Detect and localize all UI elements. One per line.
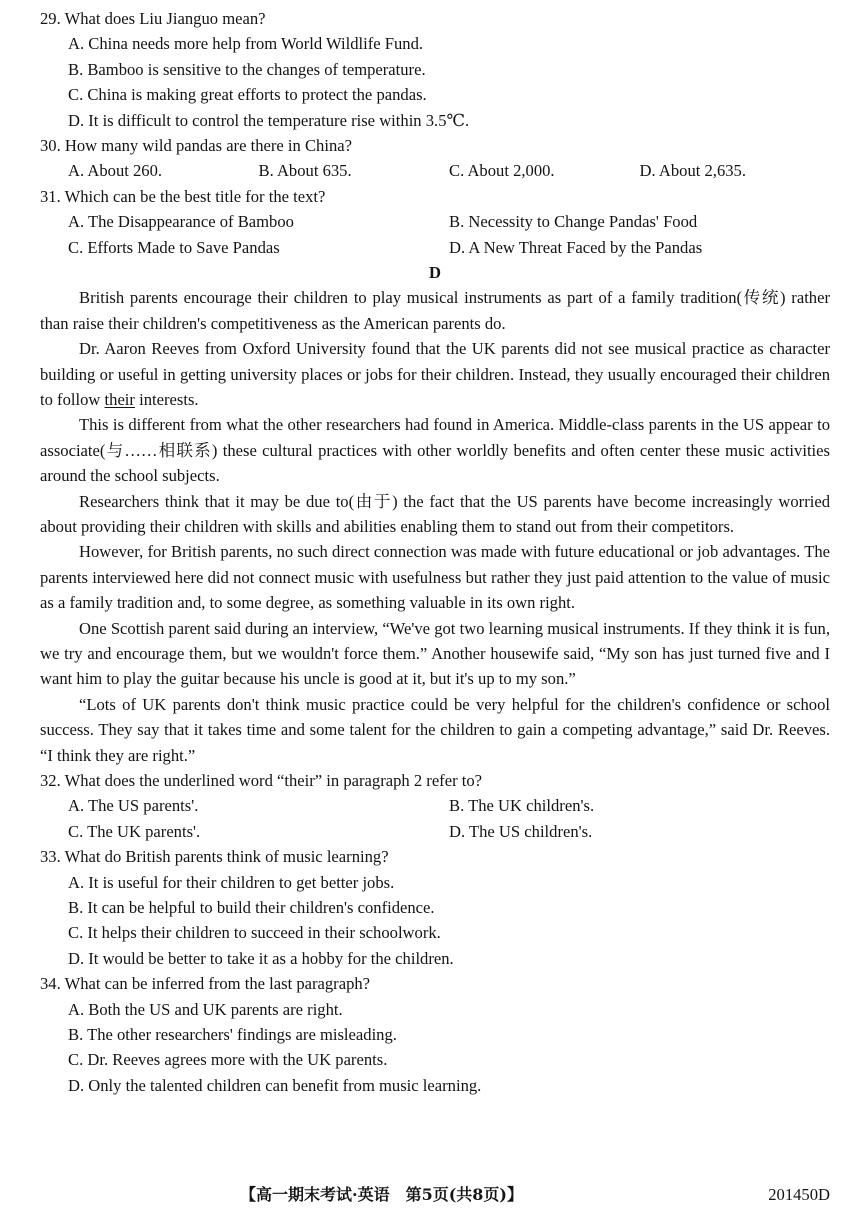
passage-paragraph-2-text-before: Dr. Aaron Reeves from Oxford University found that the UK parents did not see musical practice as character building or useful in getting university places or jobs for their children. Instead, they usually encouraged their children to follow: [40, 339, 830, 409]
question-30-option-b: B. About 635.: [258, 161, 352, 181]
question-31-option-a: A. The Disappearance of Bamboo: [68, 212, 294, 232]
section-title: D: [429, 262, 441, 282]
question-30-options: [40, 158, 830, 183]
passage-paragraph-6: One Scottish parent said during an interview, “We've got two learning musical instruments. If they think it is fun, we try and encourage them, but we wouldn't force them.” Another housewife said, “My son has just turned five and I want him to play the guitar because his uncle is good at it, but it's up to my son.”: [40, 618, 830, 689]
question-33-stem: 33. What do British parents think of music learning?: [40, 847, 389, 867]
passage-paragraph-4: Researchers think that it may be due to(由于) the fact that the US parents have become increasingly worried about providing their children with skills and abilities enabling them to stand out from their competitors.: [40, 491, 830, 536]
question-29-option-c: C. China is making great efforts to protect the pandas.: [68, 85, 427, 105]
question-29-stem: 29. What does Liu Jianguo mean?: [40, 9, 266, 28]
question-33-option-a: A. It is useful for their children to get better jobs.: [68, 872, 395, 892]
footer-paper-code: 201450D: [768, 1185, 830, 1204]
question-30-stem: 30. How many wild pandas are there in China?: [40, 135, 352, 155]
question-33-option-b: B. It can be helpful to build their children's confidence.: [68, 897, 435, 917]
exam-page: [40, 6, 830, 1098]
question-33-option-c: C. It helps their children to succeed in their schoolwork.: [68, 923, 441, 943]
question-34-option-a: A. Both the US and UK parents are right.: [68, 999, 343, 1019]
question-30-option-c: C. About 2,000.: [449, 161, 555, 181]
passage-paragraph-2: [40, 336, 830, 412]
question-34-option-c: C. Dr. Reeves agrees more with the UK parents.: [68, 1050, 388, 1070]
question-31-option-b: B. Necessity to Change Pandas' Food: [449, 212, 698, 232]
question-34-stem: 34. What can be inferred from the last paragraph?: [40, 974, 371, 994]
passage-paragraph-7: “Lots of UK parents don't think music practice could be very helpful for the children's confidence or school success. They say that it takes time and some talent for the children to gain a competing advantage,” said Dr. Reeves. “I think they are right.”: [40, 694, 830, 765]
underlined-word-their: their: [104, 389, 135, 409]
passage-paragraph-1: British parents encourage their children to play musical instruments as part of a family tradition(传统) rather than raise their children's competitiveness as the American parents do.: [40, 288, 830, 333]
question-32-options-row-2: [40, 819, 830, 844]
page-footer: [0, 1182, 860, 1208]
question-32-option-a: A. The US parents'.: [68, 796, 199, 816]
question-30-option-d: D. About 2,635.: [639, 161, 746, 181]
question-31-option-d: D. A New Threat Faced by the Pandas: [449, 237, 703, 257]
passage-paragraph-3: This is different from what the other researchers had found in America. Middle-class parents in the US appear to associate(与……相联系) these cultural practices with other worldly benefits and often center these music activities around the school subjects.: [40, 415, 830, 486]
question-32-option-c: C. The UK parents'.: [68, 821, 201, 841]
question-30-option-a: A. About 260.: [68, 161, 163, 181]
question-31-options-row-1: [40, 209, 830, 234]
question-33-option-d: D. It would be better to take it as a hobby for the children.: [68, 948, 454, 968]
question-32-option-b: B. The UK children's.: [449, 796, 595, 816]
question-31-options-row-2: [40, 235, 830, 260]
question-32-options-row-1: [40, 793, 830, 818]
question-32-stem: 32. What does the underlined word “their” in paragraph 2 refer to?: [40, 771, 483, 791]
question-31-option-c: C. Efforts Made to Save Pandas: [68, 237, 280, 257]
passage-paragraph-2-text-after: interests.: [134, 389, 199, 409]
footer-exam-label: 【高一期末考试·英语 第5页(共8页)】: [240, 1185, 523, 1204]
question-29-option-b: B. Bamboo is sensitive to the changes of temperature.: [68, 59, 426, 79]
question-34-option-d: D. Only the talented children can benefit from music learning.: [68, 1075, 482, 1095]
question-34-option-b: B. The other researchers' findings are misleading.: [68, 1024, 397, 1044]
question-32-option-d: D. The US children's.: [449, 821, 593, 841]
question-29-option-d: D. It is difficult to control the temperature rise within 3.5℃.: [68, 110, 470, 130]
passage-paragraph-5: However, for British parents, no such direct connection was made with future educational or job advantages. The parents interviewed here did not connect music with usefulness but rather they just paid attention to the value of music as a family tradition and, to some degree, as something valuable in its own right.: [40, 542, 830, 613]
question-29-option-a: A. China needs more help from World Wildlife Fund.: [68, 34, 424, 54]
question-31-stem: 31. Which can be the best title for the text?: [40, 186, 326, 206]
